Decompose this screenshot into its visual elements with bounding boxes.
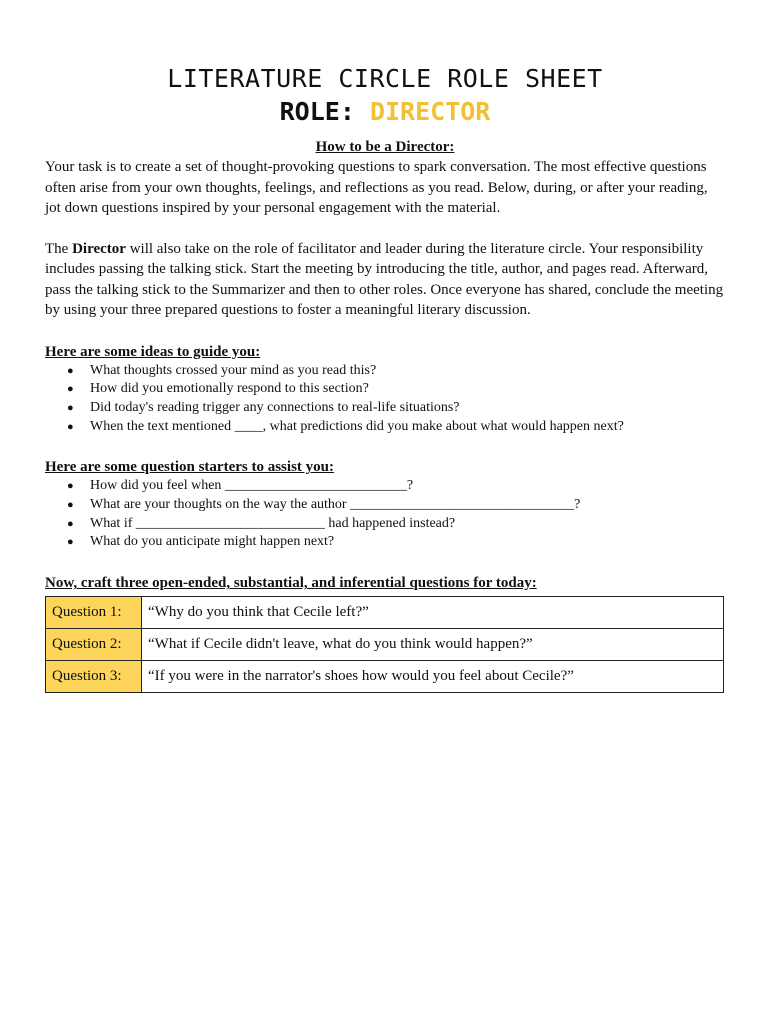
role-value: DIRECTOR xyxy=(369,97,491,126)
role-line xyxy=(45,96,725,128)
question-label: Question 3: xyxy=(46,661,142,693)
list-item: ● How did you emotionally respond to this section? xyxy=(45,380,725,399)
table-row xyxy=(46,661,724,693)
questions-table xyxy=(45,596,724,693)
list-item: ● What if ___________________________ had happened instead? xyxy=(45,515,725,534)
question-text[interactable]: “Why do you think that Cecile left?” xyxy=(142,597,724,629)
ideas-heading: Here are some ideas to guide you: xyxy=(45,343,261,360)
questions-heading: Now, craft three open-ended, substantial, and inferential questions for today: xyxy=(45,575,537,592)
bullet-icon: ● xyxy=(67,383,74,396)
sheet-title: LITERATURE CIRCLE ROLE SHEET xyxy=(167,64,603,93)
list-item: ● Did today's reading trigger any connections to real-life situations? xyxy=(45,399,725,418)
question-text[interactable]: “If you were in the narrator's shoes how would you feel about Cecile?” xyxy=(142,661,724,693)
bullet-icon: ● xyxy=(67,364,74,377)
list-item: ● What are your thoughts on the way the author ________________________________? xyxy=(45,496,725,515)
howto-heading: How to be a Director: xyxy=(315,139,455,155)
bullet-icon: ● xyxy=(67,517,74,530)
para2-lead: The xyxy=(45,240,73,257)
starters-heading: Here are some question starters to assist you: xyxy=(45,459,334,476)
question-label: Question 2: xyxy=(46,629,142,661)
question-text[interactable]: “What if Cecile didn't leave, what do you think would happen?” xyxy=(142,629,724,661)
bullet-icon: ● xyxy=(67,480,74,493)
bullet-icon: ● xyxy=(67,536,74,549)
starters-list xyxy=(45,477,725,552)
table-row xyxy=(46,597,724,629)
role-sheet-page xyxy=(45,62,725,693)
bullet-icon: ● xyxy=(67,499,74,512)
howto-paragraph-2 xyxy=(45,239,725,321)
para2-rest: will also take on the role of facilitator and leader during the literature circle. Your responsibility includes passing the talking stick. Start the meeting by introducing the title, author, and pages read. Afterward, pass the talking stick to the Summarizer and then to other roles. Once everyone has shared, conclude the meeting by using your three prepared questions to foster a meaningful literary discussion. xyxy=(45,240,724,318)
bullet-icon: ● xyxy=(67,401,74,414)
question-label: Question 1: xyxy=(46,597,142,629)
para2-director-bold: Director xyxy=(72,240,126,257)
list-item: ● When the text mentioned ____, what predictions did you make about what would happen next? xyxy=(45,418,725,437)
bullet-icon: ● xyxy=(67,420,74,433)
list-item: ● How did you feel when __________________________? xyxy=(45,477,725,496)
howto-paragraph-1: Your task is to create a set of thought-provoking questions to spark conversation. The most effective questions often arise from your own thoughts, feelings, and reflections as you read. Below, during, or after your reading, jot down questions inspired by your personal engagement with the material. xyxy=(45,159,708,216)
list-item: ● What do you anticipate might happen next? xyxy=(45,533,725,552)
list-item: ● What thoughts crossed your mind as you read this? xyxy=(45,362,725,381)
table-row xyxy=(46,629,724,661)
role-label: ROLE: xyxy=(279,97,355,126)
ideas-list xyxy=(45,362,725,437)
